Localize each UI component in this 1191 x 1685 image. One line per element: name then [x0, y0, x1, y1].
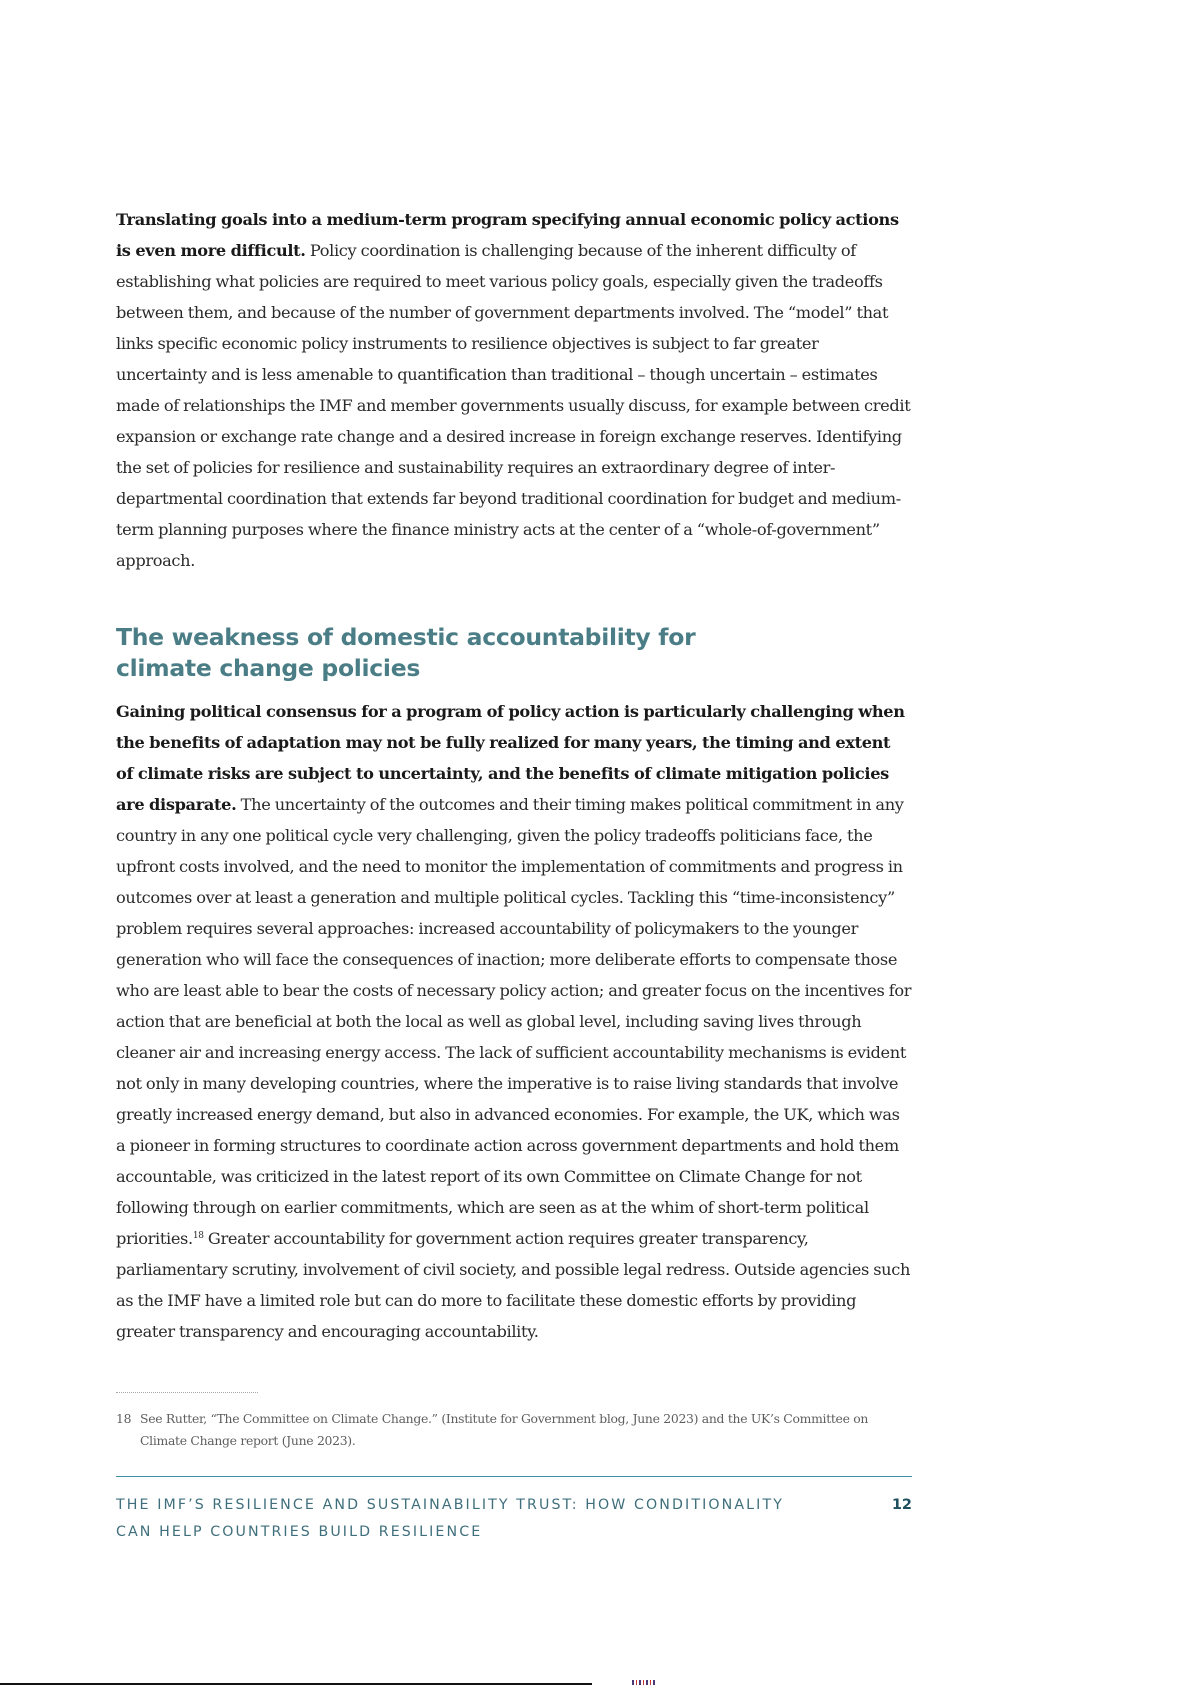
paragraph-policy-coordination	[116, 204, 912, 576]
section-heading: The weakness of domestic accountability for climate change policies	[116, 623, 696, 682]
paragraph-text: The uncertainty of the outcomes and their timing makes political commitment in any country in any one political cycle very challenging, given the policy tradeoffs politicians face, the upfront costs involved, and the need to monitor the implementation of commitments and progress in outcomes over at least a generation and multiple political cycles. Tackling this “time-inconsistency” problem requires several approaches: increased accountability of policymakers to the younger generation who will face the consequences of inaction; more deliberate efforts to compensate those who are least able to bear the costs of necessary policy action; and greater focus on the incentives for action that are beneficial at both the local as well as global level, including saving lives through cleaner air and increasing energy access. The lack of sufficient accountability mechanisms is evident not only in many developing countries, where the imperative is to raise living standards that involve greatly increased energy demand, but also in advanced economies. For example, the UK, which was a pioneer in forming structures to coordinate action across government departments and hold them accountable, was criticized in the latest report of its own Committee on Climate Change for not following through on earlier commitments, which are seen as at the whim of short-term political priorities.	[116, 795, 912, 1248]
footnote-divider	[116, 1392, 258, 1393]
page-body	[116, 204, 912, 1347]
paragraph-lead: Translating goals into a medium-term program specifying annual economic policy actions is even more difficult.	[116, 210, 899, 260]
footer-divider	[116, 1476, 912, 1477]
paragraph-lead: Gaining political consensus for a program of policy action is particularly challenging when the benefits of adaptation may not be fully realized for many years, the timing and extent of climate risks are subject to uncertainty, and the benefits of climate mitigation policies are disparate.	[116, 702, 905, 814]
paragraph-text: Policy coordination is challenging because of the inherent difficulty of establishing what policies are required to meet various policy goals, especially given the tradeoffs between them, and because of the number of government departments involved. The “model” that links specific economic policy instruments to resilience objectives is subject to far greater uncertainty and is less amenable to quantification than traditional – though uncertain – estimates made of relationships the IMF and member governments usually discuss, for example between credit expansion or exchange rate change and a desired increase in foreign exchange reserves. Identifying the set of policies for resilience and sustainability requires an extraordinary degree of inter-departmental coordination that extends far beyond traditional coordination for budget and medium-term planning purposes where the finance ministry acts at the center of a “whole-of-government” approach.	[116, 241, 911, 570]
footnote-reference[interactable]: 18	[192, 1231, 204, 1241]
footnote-text: See Rutter, “The Committee on Climate Change.” (Institute for Government blog, June 2023) and the UK’s Committee on Climate Change report (June 2023).	[140, 1411, 869, 1448]
bottom-edge-marks	[632, 1680, 656, 1685]
paragraph-accountability	[116, 696, 912, 1347]
page-number: 12	[891, 1497, 912, 1513]
footnote-number: 18	[116, 1411, 132, 1426]
footnote	[116, 1408, 912, 1452]
paragraph-text-continued: Greater accountability for government action requires greater transparency, parliamentary scrutiny, involvement of civil society, and possible legal redress. Outside agencies such as the IMF have a limited role but can do more to facilitate these domestic efforts by providing greater transparency and encouraging accountability.	[116, 1229, 911, 1341]
footer-document-title: THE IMF’S RESILIENCE AND SUSTAINABILITY TRUST: HOW CONDITIONALITY CAN HELP COUNTRIES BUILD RESILIENCE	[116, 1497, 784, 1540]
